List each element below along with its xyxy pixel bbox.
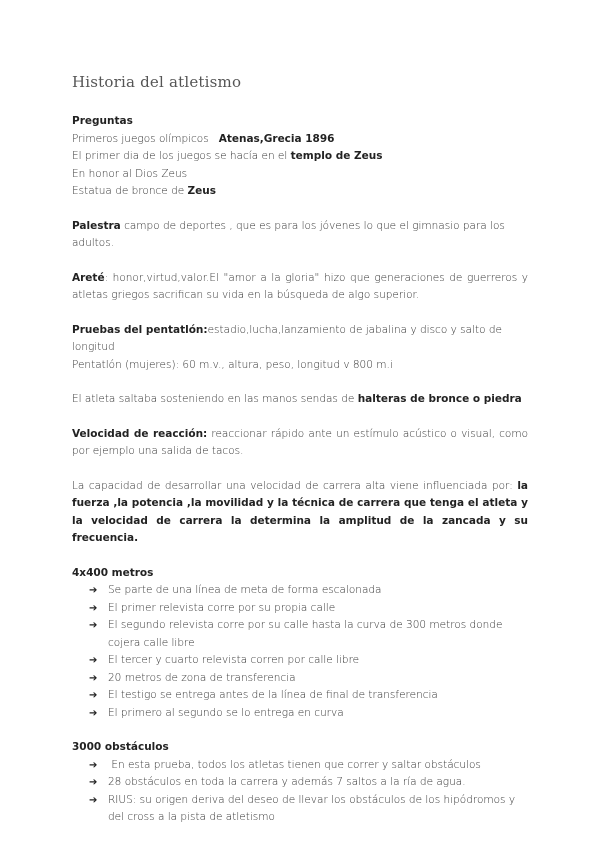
- list-item: ➔ El testigo se entrega antes de la línea de final de transferencia: [89, 687, 528, 705]
- arrow-icon: ➔: [89, 794, 98, 806]
- preguntas-heading: Preguntas: [72, 115, 133, 127]
- list-item: ➔ 28 obstáculos en toda la carrera y además 7 saltos a la ría de agua.: [89, 774, 528, 792]
- arrow-icon: ➔: [89, 655, 98, 666]
- preguntas-line-4: Estatua de bronce de Zeus: [72, 185, 216, 197]
- list-item: ➔ El tercer y cuarto relevista corren por calle libre: [89, 652, 528, 670]
- list-item: ➔ El segundo relevista corre por su calle hasta la curva de 300 metros donde cojera calle libre: [89, 619, 503, 649]
- list-item: ➔ Se parte de una línea de meta de forma escalonada: [89, 582, 528, 600]
- arrow-icon: ➔: [89, 672, 98, 684]
- preguntas-line-3: En honor al Dios Zeus: [72, 167, 188, 180]
- list-item: ➔ 20 metros de zona de transferencia: [89, 670, 528, 688]
- arrow-icon: ➔: [89, 707, 98, 719]
- arrow-icon: ➔: [89, 759, 98, 771]
- obstaculos-list: [72, 757, 528, 827]
- relevos-list: [72, 582, 528, 722]
- arete-paragraph: Areté: honor,virtud,valor.El "amor a la gloria" hizo que generaciones de guerreros y atletas griegos sacrifican su vida en la búsqueda de algo superior.: [72, 271, 528, 301]
- preguntas-line-2: El primer dia de los juegos se hacía en el templo de Zeus: [72, 150, 383, 162]
- palestra-paragraph: Palestra campo de deportes , que es para los jóvenes lo que el gimnasio para los adultos.: [72, 219, 505, 249]
- list-item: ➔ RIUS: su origen deriva del deseo de llevar los obstáculos de los hipódromos y del cross a la pista de atletismo: [89, 793, 516, 823]
- preguntas-line-1: Primeros juegos olímpicos Atenas,Grecia 1896: [72, 132, 335, 145]
- velocidad-paragraph: Velocidad de reacción: reaccionar rápido ante un estímulo acústico o visual, como por ejemplo una salida de tacos.: [72, 427, 528, 457]
- list-item: ➔ El primero al segundo se lo entrega en curva: [89, 705, 528, 723]
- list-item: ➔ El primer relevista corre por su propia calle: [89, 600, 528, 618]
- obstaculos-heading: 3000 obstáculos: [72, 741, 169, 753]
- pentatlon-paragraph: Pruebas del pentatlón:estadio,lucha,lanzamiento de jabalina y disco y salto de longitud: [72, 323, 502, 353]
- document-content: [72, 70, 528, 827]
- halteras-paragraph: El atleta saltaba sosteniendo en las manos sendas de halteras de bronce o piedra: [72, 393, 522, 405]
- arrow-icon: ➔: [89, 777, 98, 788]
- relevos-heading: 4x400 metros: [72, 566, 154, 579]
- arrow-icon: ➔: [89, 602, 98, 614]
- arrow-icon: ➔: [89, 620, 98, 631]
- list-item: ➔ En esta prueba, todos los atletas tienen que correr y saltar obstáculos: [89, 757, 528, 775]
- arrow-icon: ➔: [89, 585, 98, 596]
- page-title: Historia del atletismo: [72, 73, 242, 91]
- capacidad-paragraph: La capacidad de desarrollar una velocidad de carrera alta viene influenciada por: la fuerza ,la potencia ,la movilidad y la técnica de carrera que tenga el atleta y la velocidad de carrera la determina la amplitud de la zancada y su frecuencia.: [72, 479, 528, 544]
- pentatlon-mujeres: Pentatlón (mujeres): 60 m.v., altura, peso, longitud v 800 m.i: [72, 358, 393, 371]
- arrow-icon: ➔: [89, 690, 98, 701]
